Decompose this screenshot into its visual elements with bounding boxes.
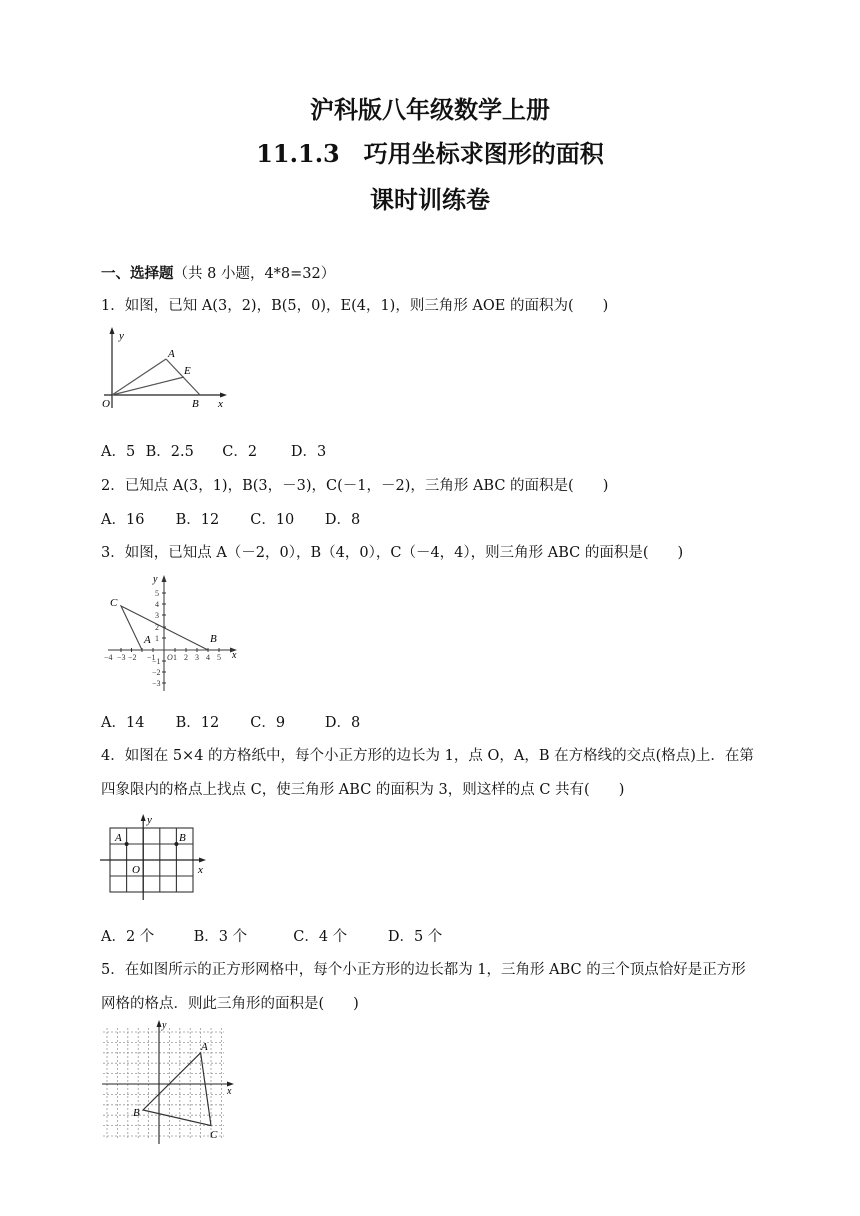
q4-label-y: y <box>147 814 152 826</box>
q2-option-d: D．8 <box>324 512 361 528</box>
q3-option-a: A．14 <box>101 715 145 731</box>
q4-label-B: B <box>179 832 186 844</box>
q5-stem-line2: 网格的格点．则此三角形的面积是( ) <box>101 996 359 1012</box>
q1-figure <box>100 324 230 414</box>
q5-label-B: B <box>133 1107 140 1119</box>
q3-xtick-3: 3 <box>195 653 199 662</box>
q3-label-x: x <box>232 650 237 661</box>
q1-option-c: C．2 <box>222 444 258 460</box>
q5-label-A: A <box>201 1041 208 1053</box>
q2-option-c: C．10 <box>250 512 295 528</box>
q3-ytick-5: 5 <box>155 589 159 598</box>
q3-ytick-1: 1 <box>155 634 159 643</box>
q3-option-b: B．12 <box>175 715 220 731</box>
q5-label-C: C <box>210 1129 218 1141</box>
q5-label-x: x <box>227 1086 232 1097</box>
q2-options <box>101 508 360 529</box>
q4-stem-line1: 4．如图在 5×4 的方格纸中，每个小正方形的边长为 1，点 O，A，B 在方格线的交点(格点)上．在第 <box>101 748 754 764</box>
q5-figure <box>100 1018 240 1148</box>
q3-options <box>101 711 360 732</box>
q3-ytick-2: 2 <box>155 623 159 632</box>
q4-figure <box>98 812 213 904</box>
section-heading <box>101 262 335 283</box>
q3-label-A: A <box>144 634 151 646</box>
section-title: 一、选择题 <box>101 265 174 282</box>
q4-option-d: D．5 个 <box>387 929 443 945</box>
q1-option-d: D．3 <box>290 444 327 460</box>
q3-ytick-n1: −1 <box>152 657 161 666</box>
q3-stem: 3．如图，已知点 A（－2，0），B（4，0），C（－4，4），则三角形 ABC 的面积是( ) <box>101 545 684 561</box>
q1-label-A: A <box>168 348 175 360</box>
q3-ytick-4: 4 <box>155 600 159 609</box>
q1-label-x: x <box>218 398 223 410</box>
q1-label-y: y <box>119 330 124 342</box>
q2-stem: 2．已知点 A(3，1)，B(3，－3)，C(－1，－2)，三角形 ABC 的面积是( ) <box>101 478 609 494</box>
q3-label-C: C <box>110 597 118 609</box>
q4-option-c: C．4 个 <box>293 929 348 945</box>
q4-label-O: O <box>132 864 140 876</box>
q3-xtick-5: 5 <box>217 653 221 662</box>
section-note: （共 8 小题，4*8=32） <box>173 266 336 282</box>
q4-stem-line2: 四象限内的格点上找点 C，使三角形 ABC 的面积为 3，则这样的点 C 共有( ) <box>101 782 625 798</box>
q3-xtick-n2: −2 <box>128 653 137 662</box>
q1-option-a: A．5 <box>101 444 136 460</box>
q4-option-b: B．3 个 <box>193 929 248 945</box>
q1-stem: 1．如图，已知 A(3，2)，B(5，0)，E(4，1)，则三角形 AOE 的面积为( ) <box>101 298 609 314</box>
q2-option-b: B．12 <box>175 512 220 528</box>
q3-ytick-3: 3 <box>155 611 159 620</box>
q3-figure <box>104 572 244 694</box>
q3-label-y: y <box>153 574 158 585</box>
q3-option-c: C．9 <box>250 715 286 731</box>
q3-label-O: O <box>167 653 173 662</box>
lesson-title: 11.1.3 巧用坐标求图形的面积 <box>256 139 604 168</box>
q3-ytick-n2: −2 <box>152 668 161 677</box>
doc-title: 沪科版八年级数学上册 <box>310 95 550 124</box>
q4-options <box>101 925 442 946</box>
q3-xtick-n3: −3 <box>117 653 126 662</box>
q3-xtick-4: 4 <box>206 653 210 662</box>
q1-label-B: B <box>192 398 199 410</box>
q1-option-b: B．2.5 <box>145 444 194 460</box>
q3-xtick-n1: −1 <box>147 653 156 662</box>
q4-label-A: A <box>115 832 122 844</box>
q1-label-E: E <box>184 365 191 377</box>
q3-label-B: B <box>210 633 217 645</box>
q5-stem-line1: 5．在如图所示的正方形网格中，每个小正方形的边长都为 1，三角形 ABC 的三个顶点恰好是正方形 <box>101 962 746 978</box>
q3-xtick-1: 1 <box>173 653 177 662</box>
q2-option-a: A．16 <box>101 512 145 528</box>
q3-ytick-n3: −3 <box>152 679 161 688</box>
q4-label-x: x <box>198 864 203 876</box>
q5-label-y: y <box>162 1020 167 1031</box>
doc-subtitle: 课时训练卷 <box>370 185 490 214</box>
q1-options <box>101 440 326 461</box>
q3-option-d: D．8 <box>324 715 361 731</box>
q4-option-a: A．2 个 <box>101 929 155 945</box>
q3-xtick-2: 2 <box>184 653 188 662</box>
q1-label-O: O <box>102 398 110 410</box>
q3-xtick-n4: −4 <box>104 653 113 662</box>
